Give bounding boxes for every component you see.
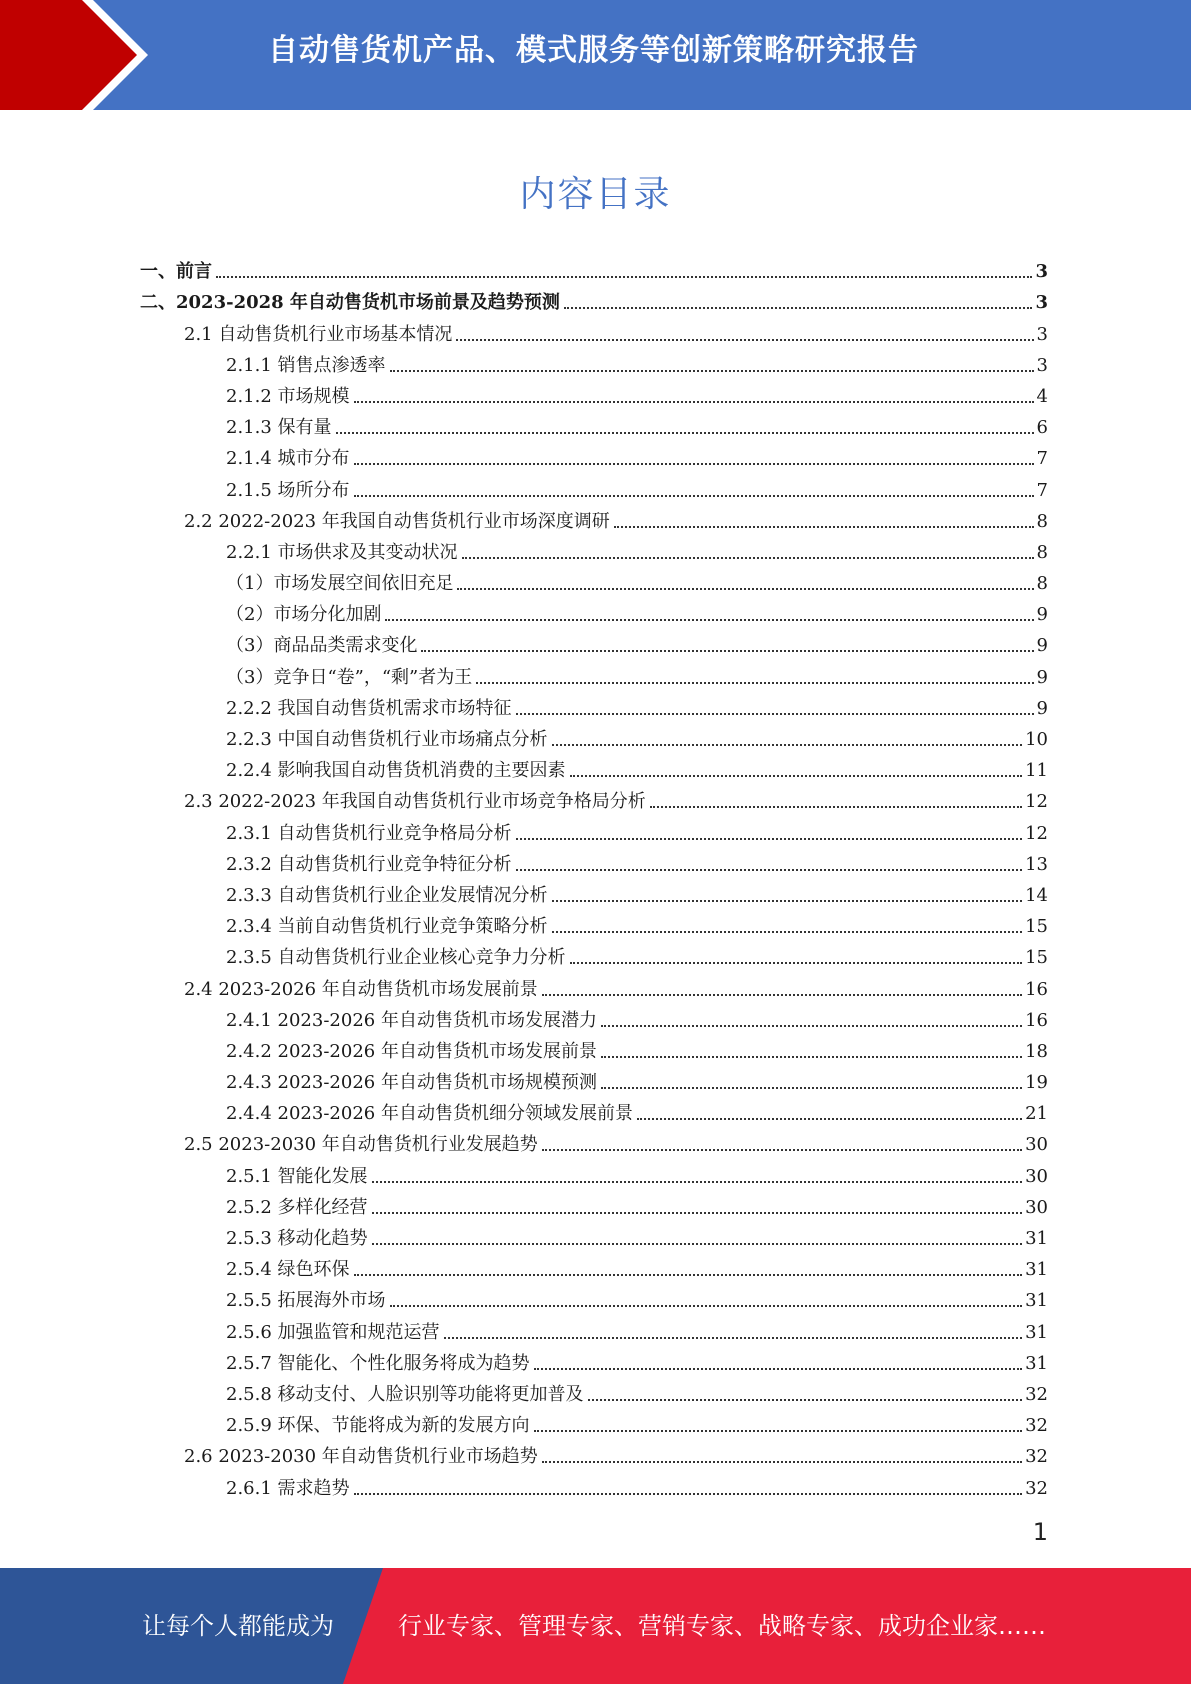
toc-entry-page: 32: [1025, 1446, 1048, 1468]
toc-dot-leader: [390, 1305, 1023, 1307]
toc-entry-page: 30: [1025, 1134, 1048, 1156]
toc-entry-page: 18: [1025, 1040, 1048, 1062]
toc-entry-page: 12: [1025, 791, 1048, 813]
toc-entry-page: 16: [1025, 978, 1048, 1000]
toc-dot-leader: [354, 495, 1034, 497]
toc-dot-leader: [336, 432, 1034, 434]
toc-dot-leader: [650, 806, 1022, 808]
toc-entry[interactable]: [0, 784, 1191, 815]
toc-entry-label: 2.2.4 影响我国自动售货机消费的主要因素: [226, 760, 566, 782]
toc-dot-leader: [534, 1368, 1023, 1370]
toc-dot-leader: [516, 869, 1023, 871]
toc-dot-leader: [601, 1087, 1022, 1089]
toc-dot-leader: [516, 838, 1023, 840]
toc-dot-leader: [462, 557, 1034, 559]
toc-dot-leader: [421, 650, 1033, 652]
toc-entry-label: 2.1.1 销售点渗透率: [226, 354, 386, 376]
toc-entry-page: 15: [1025, 947, 1048, 969]
toc-entry-label: 2.2.3 中国自动售货机行业市场痛点分析: [226, 729, 548, 750]
toc-entry-page: 9: [1036, 604, 1048, 626]
toc-dot-leader: [534, 1430, 1023, 1432]
toc-entry-label: 2.5.8 移动支付、人脸识别等功能将更加普及: [226, 1383, 584, 1405]
toc-entry[interactable]: [0, 1034, 1191, 1065]
toc-entry[interactable]: [0, 847, 1191, 878]
toc-entry-label: 2.3.4 当前自动售货机行业竞争策略分析: [226, 916, 548, 938]
toc-entry[interactable]: [0, 659, 1191, 690]
footer-band: [0, 1568, 1191, 1684]
toc-dot-leader: [564, 307, 1033, 309]
toc-entry-label: 2.1.2 市场规模: [226, 385, 350, 407]
toc-entry[interactable]: [0, 1003, 1191, 1034]
toc-entry-label: 2.1 自动售货机行业市场基本情况: [184, 323, 453, 345]
table-of-contents: [0, 254, 1191, 1502]
toc-entry[interactable]: [0, 410, 1191, 441]
toc-entry[interactable]: [0, 722, 1191, 753]
toc-dot-leader: [570, 962, 1023, 964]
toc-entry-label: 2.2 2022-2023 年我国自动售货机行业市场深度调研: [184, 510, 610, 532]
toc-entry[interactable]: [0, 1065, 1191, 1096]
toc-entry[interactable]: [0, 628, 1191, 659]
toc-dot-leader: [372, 1243, 1023, 1245]
toc-entry-page: 3: [1035, 261, 1048, 283]
toc-entry-page: 11: [1025, 760, 1048, 782]
toc-entry-page: 9: [1036, 635, 1048, 657]
toc-dot-leader: [542, 994, 1022, 996]
toc-entry-label: 2.5 2023-2030 年自动售货机行业发展趋势: [184, 1134, 538, 1156]
toc-entry[interactable]: [0, 566, 1191, 597]
toc-dot-leader: [354, 1493, 1023, 1495]
header-title: 自动售货机产品、模式服务等创新策略研究报告: [268, 33, 919, 68]
toc-entry-label: 2.4 2023-2026 年自动售货机市场发展前景: [184, 978, 538, 1000]
toc-entry-label: 2.3.3 自动售货机行业企业发展情况分析: [226, 884, 548, 906]
toc-entry-label: 2.4.1 2023-2026 年自动售货机市场发展潜力: [226, 1009, 597, 1031]
toc-dot-leader: [601, 1025, 1022, 1027]
toc-entry[interactable]: [0, 1346, 1191, 1377]
toc-entry[interactable]: [0, 940, 1191, 971]
toc-entry-page: 15: [1025, 916, 1048, 938]
toc-entry[interactable]: [0, 597, 1191, 628]
toc-entry-page: 7: [1036, 479, 1048, 501]
toc-entry-page: 10: [1025, 729, 1048, 750]
toc-entry-page: 7: [1036, 448, 1048, 470]
toc-entry[interactable]: [0, 1470, 1191, 1501]
toc-entry-page: 16: [1025, 1009, 1048, 1031]
toc-dot-leader: [354, 401, 1034, 403]
toc-entry[interactable]: [0, 1096, 1191, 1127]
toc-entry-page: 6: [1036, 417, 1048, 439]
toc-dot-leader: [354, 1274, 1023, 1276]
toc-dot-leader: [570, 775, 1023, 777]
toc-entry-label: 2.6.1 需求趋势: [226, 1477, 350, 1499]
toc-dot-leader: [516, 713, 1034, 715]
toc-dot-leader: [552, 900, 1023, 902]
toc-entry-page: 31: [1025, 1228, 1048, 1249]
footer-slogan-right: 行业专家、管理专家、营销专家、战略专家、成功企业家……: [398, 1612, 1046, 1640]
toc-dot-leader: [372, 1181, 1023, 1183]
toc-entry[interactable]: [0, 504, 1191, 535]
toc-entry-label: 2.5.2 多样化经营: [226, 1196, 368, 1218]
toc-dot-leader: [372, 1212, 1023, 1214]
toc-entry-label: 2.2.1 市场供求及其变动状况: [226, 541, 458, 563]
toc-entry[interactable]: [0, 1283, 1191, 1314]
toc-entry[interactable]: [0, 1377, 1191, 1408]
toc-entry[interactable]: [0, 1252, 1191, 1283]
toc-entry-label: 2.4.3 2023-2026 年自动售货机市场规模预测: [226, 1072, 597, 1094]
toc-entry-page: 4: [1036, 385, 1048, 407]
toc-entry-label: 2.2.2 我国自动售货机需求市场特征: [226, 697, 512, 719]
toc-dot-leader: [588, 1399, 1023, 1401]
toc-entry[interactable]: [0, 1314, 1191, 1345]
toc-dot-leader: [457, 588, 1033, 590]
toc-entry[interactable]: [0, 753, 1191, 784]
toc-entry-label: 2.1.4 城市分布: [226, 448, 350, 470]
toc-dot-leader: [444, 1337, 1023, 1339]
toc-entry-label: 二、2023-2028 年自动售货机市场前景及趋势预测: [140, 292, 560, 314]
toc-entry-label: 2.5.9 环保、节能将成为新的发展方向: [226, 1415, 530, 1437]
toc-dot-leader: [456, 339, 1033, 341]
toc-entry-page: 13: [1025, 853, 1048, 875]
toc-entry[interactable]: [0, 441, 1191, 472]
toc-entry-label: 2.4.4 2023-2026 年自动售货机细分领域发展前景: [226, 1103, 633, 1125]
toc-dot-leader: [552, 931, 1023, 933]
header-band: [0, 0, 1191, 110]
toc-entry[interactable]: [0, 1439, 1191, 1470]
toc-entry[interactable]: [0, 348, 1191, 379]
toc-entry[interactable]: [0, 285, 1191, 316]
toc-entry[interactable]: [0, 909, 1191, 940]
toc-entry-page: 31: [1025, 1321, 1048, 1343]
toc-entry-label: （2）市场分化加剧: [226, 604, 382, 626]
toc-entry[interactable]: [0, 1158, 1191, 1189]
toc-entry[interactable]: [0, 1127, 1191, 1158]
toc-entry[interactable]: [0, 472, 1191, 503]
toc-entry-label: （1）市场发展空间依旧充足: [226, 573, 454, 595]
toc-entry[interactable]: [0, 254, 1191, 285]
footer-slogan-left: 让每个人都能成为: [142, 1612, 334, 1640]
toc-entry-label: 2.6 2023-2030 年自动售货机行业市场趋势: [184, 1446, 538, 1468]
toc-entry-page: 31: [1025, 1259, 1048, 1281]
toc-entry-page: 32: [1025, 1415, 1048, 1437]
toc-entry-label: 2.5.5 拓展海外市场: [226, 1290, 386, 1312]
toc-entry[interactable]: [0, 535, 1191, 566]
toc-dot-leader: [601, 1056, 1022, 1058]
toc-entry-label: （3）商品品类需求变化: [226, 635, 418, 657]
toc-entry-label: 2.5.6 加强监管和规范运营: [226, 1321, 440, 1343]
toc-entry-label: （3）竞争日“卷”，“剩”者为王: [226, 666, 473, 688]
toc-title: 内容目录: [519, 174, 672, 215]
toc-entry-label: 2.3.2 自动售货机行业竞争特征分析: [226, 853, 512, 875]
toc-dot-leader: [390, 370, 1034, 372]
toc-entry-page: 21: [1025, 1103, 1048, 1125]
page-number: 1: [1032, 1518, 1048, 1546]
toc-entry-page: 30: [1025, 1196, 1048, 1218]
toc-entry-page: 31: [1025, 1290, 1048, 1312]
toc-dot-leader: [542, 1149, 1022, 1151]
toc-dot-leader: [476, 682, 1033, 684]
toc-entry-label: 2.5.7 智能化、个性化服务将成为趋势: [226, 1352, 530, 1374]
toc-entry[interactable]: [0, 691, 1191, 722]
toc-entry-label: 2.1.3 保有量: [226, 417, 332, 439]
toc-entry[interactable]: [0, 1190, 1191, 1221]
toc-entry[interactable]: [0, 1221, 1191, 1252]
toc-dot-leader: [542, 1461, 1022, 1463]
toc-entry-label: 2.5.3 移动化趋势: [226, 1228, 368, 1249]
toc-entry[interactable]: [0, 971, 1191, 1002]
toc-entry-page: 32: [1025, 1477, 1048, 1499]
toc-dot-leader: [614, 526, 1034, 528]
toc-entry[interactable]: [0, 379, 1191, 410]
toc-entry-page: 9: [1036, 697, 1048, 719]
toc-dot-leader: [354, 463, 1034, 465]
toc-entry-label: 2.3.1 自动售货机行业竞争格局分析: [226, 822, 512, 844]
toc-entry[interactable]: [0, 316, 1191, 347]
toc-entry-page: 9: [1036, 666, 1048, 688]
toc-entry-label: 2.1.5 场所分布: [226, 479, 350, 501]
toc-entry-page: 19: [1025, 1072, 1048, 1094]
toc-entry-page: 31: [1025, 1352, 1048, 1374]
toc-entry-page: 8: [1036, 541, 1048, 563]
toc-entry-page: 3: [1036, 323, 1048, 345]
toc-entry[interactable]: [0, 878, 1191, 909]
toc-entry-page: 12: [1025, 822, 1048, 844]
toc-dot-leader: [637, 1118, 1022, 1120]
toc-entry[interactable]: [0, 1408, 1191, 1439]
toc-entry-page: 30: [1025, 1165, 1048, 1187]
toc-entry-label: 2.5.4 绿色环保: [226, 1259, 350, 1281]
toc-dot-leader: [552, 744, 1023, 746]
toc-entry-page: 3: [1036, 354, 1048, 376]
toc-entry-page: 8: [1036, 573, 1048, 595]
toc-entry-page: 32: [1025, 1383, 1048, 1405]
toc-entry-page: 8: [1036, 510, 1048, 532]
toc-dot-leader: [216, 276, 1032, 278]
toc-entry-page: 3: [1035, 292, 1048, 314]
toc-entry-label: 2.4.2 2023-2026 年自动售货机市场发展前景: [226, 1040, 597, 1062]
toc-entry-label: 2.5.1 智能化发展: [226, 1165, 368, 1187]
toc-entry[interactable]: [0, 815, 1191, 846]
toc-entry-label: 2.3.5 自动售货机行业企业核心竞争力分析: [226, 947, 566, 969]
toc-entry-page: 14: [1025, 884, 1048, 906]
toc-entry-label: 2.3 2022-2023 年我国自动售货机行业市场竞争格局分析: [184, 791, 646, 813]
toc-dot-leader: [385, 619, 1033, 621]
toc-entry-label: 一、前言: [140, 261, 212, 283]
